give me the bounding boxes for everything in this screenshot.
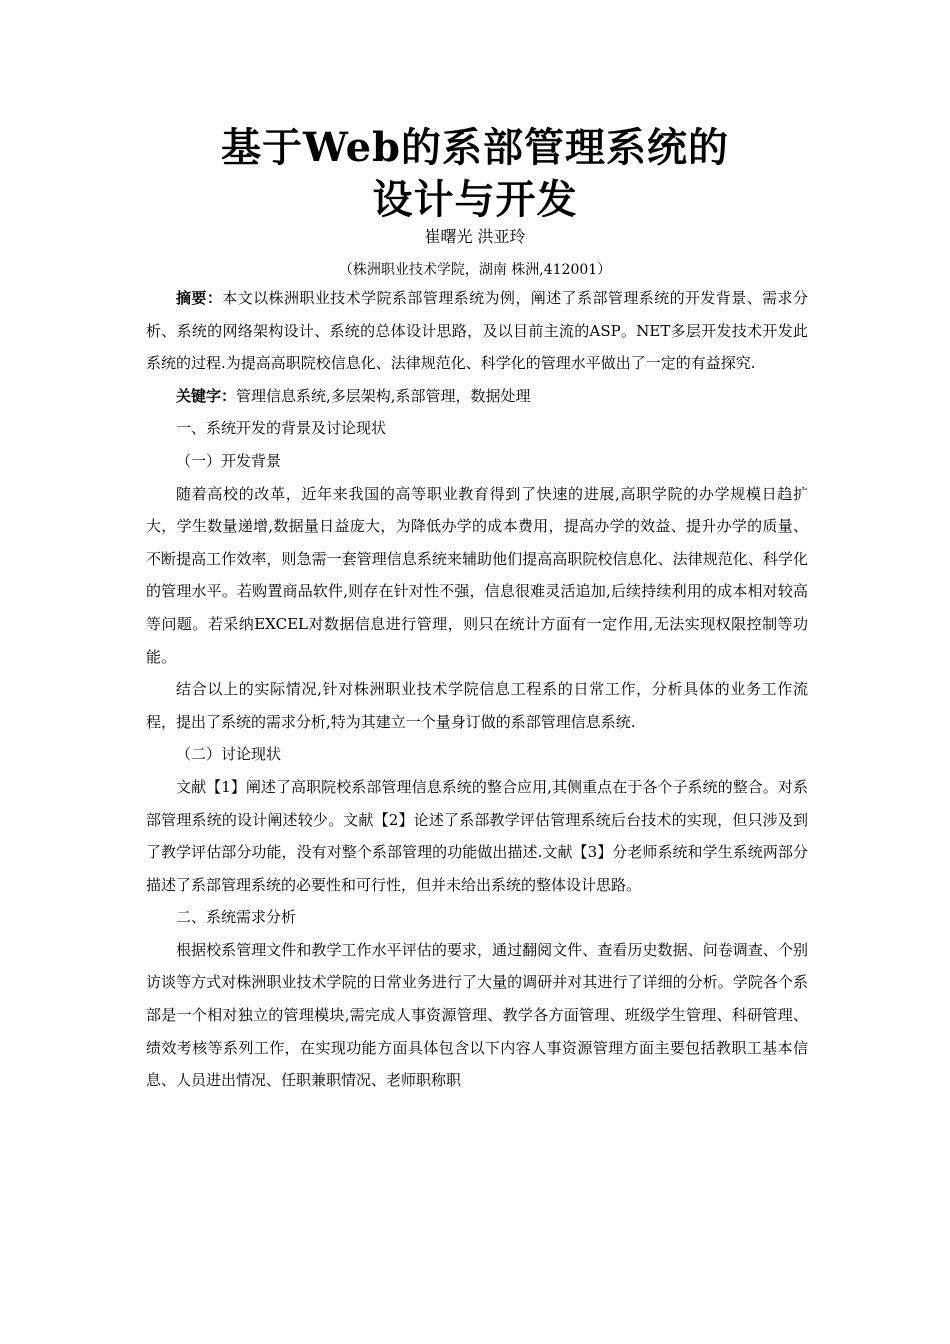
paper-title-line-2: 设计与开发 (372, 176, 578, 223)
abstract (146, 282, 808, 380)
section-1-2-heading: （二）讨论现状 (176, 745, 282, 764)
section-1-2-paragraph-1: 文献【1】阐述了高职院校系部管理信息系统的整合应用,其侧重点在于各个子系统的整合。对系部管理系统的设计阐述较少。文献【2】论述了系部教学评估管理系统后台技术的实现，但只涉及到了教学评估部分功能，没有对整个系部管理的功能做出描述.文献【3】分老师系统和学生系统两部分描述了系部管理系统的必要性和可行性，但并未给出系统的整体设计思路。 (146, 777, 808, 894)
section-2-paragraph-1: 根据校系管理文件和教学工作水平评估的要求，通过翻阅文件、查看历史数据、问卷调查、个别访谈等方式对株洲职业技术学院的日常业务进行了大量的调研并对其进行了详细的分析。学院各个系部是一个相对独立的管理模块,需完成人事资源管理、教学各方面管理、班级学生管理、科研管理、绩效考核等系列工作，在实现功能方面具体包含以下内容人事资源管理方面主要包括教职工基本信息、人员进出情况、任职兼职情况、老师职称职 (146, 940, 808, 1090)
paper-body (146, 282, 808, 1097)
keywords-label: 关键字： (176, 386, 237, 405)
section-1-heading: 一、系统开发的背景及讨论现状 (176, 419, 387, 438)
keywords (146, 380, 808, 413)
section-2-heading: 二、系统需求分析 (176, 908, 297, 927)
affiliation: （株洲职业技术学院，湖南 株洲,412001） (338, 262, 612, 278)
section-1-1-heading: （一）开发背景 (176, 451, 282, 470)
section-1-1-paragraph-1: 随着高校的改革，近年来我国的高等职业教育得到了快速的进展,高职学院的办学规模日趋扩大，学生数量递增,数据量日益庞大，为降低办学的成本费用，提高办学的效益、提升办学的质量、不断提高工作效率，则急需一套管理信息系统来辅助他们提高高职院校信息化、法律规范化、科学化的管理水平。若购置商品软件,则存在针对性不强，信息很难灵活追加,后续持续利用的成本相对较高等问题。若采纳EXCEL对数据信息进行管理，则只在统计方面有一定作用,无法实现权限控制等功能。 (146, 484, 808, 666)
keywords-text: 管理信息系统,多层架构,系部管理，数据处理 (236, 386, 531, 405)
abstract-label: 摘要： (176, 289, 223, 307)
abstract-text: 本文以株洲职业技术学院系部管理系统为例，阐述了系部管理系统的开发背景、需求分析、系统的网络架构设计、系统的总体设计思路，及以目前主流的ASP。NET多层开发技术开发此系统的过程.为提高高职院校信息化、法律规范化、科学化的管理水平做出了一定的有益探究. (146, 289, 808, 373)
paper-title-line-1: 基于Web的系部管理系统的 (220, 124, 730, 171)
authors: 崔曙光 洪亚玲 (424, 227, 526, 246)
section-1-1-paragraph-2: 结合以上的实际情况,针对株洲职业技术学院信息工程系的日常工作，分析具体的业务工作流程，提出了系统的需求分析,特为其建立一个量身订做的系部管理信息系统. (146, 680, 808, 731)
